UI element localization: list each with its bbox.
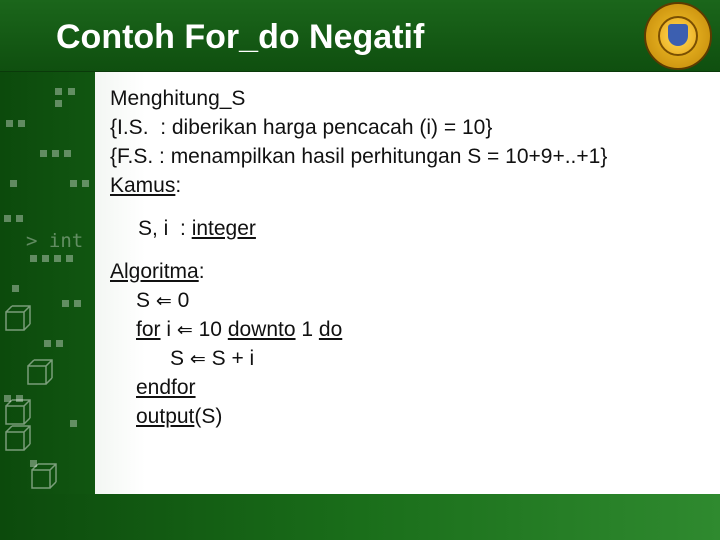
- assign-arrow-icon: ⇐: [189, 348, 206, 370]
- algoritma-colon: :: [198, 260, 205, 283]
- algoritma-label: Algoritma: [110, 260, 199, 283]
- stmt1-right: 0: [171, 289, 190, 312]
- kamus-label: Kamus: [110, 174, 176, 197]
- logo-core: [668, 24, 688, 46]
- do-keyword: do: [318, 318, 343, 341]
- slide-title: Contoh For_do Negatif: [56, 18, 425, 56]
- stmt1-left: S: [136, 289, 156, 312]
- title-bar: [0, 0, 720, 72]
- endfor-keyword: endfor: [136, 376, 196, 399]
- for-keyword: for: [136, 318, 161, 341]
- assign-arrow-icon: ⇐: [155, 290, 172, 312]
- code-fragment-text: > int: [26, 230, 84, 252]
- final-state-line: {F.S. : menampilkan hasil perhitungan S = 10+9+..+1}: [110, 145, 608, 168]
- stmt-init: [110, 286, 710, 315]
- kamus-vars: S, i :: [138, 217, 192, 240]
- bottom-strip: [0, 494, 720, 540]
- initial-state-line: {I.S. : diberikan harga pencacah (i) = 10}: [110, 116, 493, 139]
- kamus-declaration: [110, 214, 710, 243]
- stmt-body: [110, 344, 710, 373]
- for-start: 10: [192, 318, 228, 341]
- for-var: i: [160, 318, 177, 341]
- stmt-endfor: [110, 373, 710, 402]
- body-left: S: [170, 347, 190, 370]
- stmt-output: [110, 402, 710, 431]
- for-end: 1: [295, 318, 319, 341]
- assign-arrow-icon: ⇐: [176, 319, 193, 341]
- output-keyword: output: [136, 405, 195, 428]
- algoritma-header: [110, 257, 710, 286]
- stmt-for: [110, 315, 710, 344]
- university-seal-icon: [640, 2, 718, 70]
- kamus-header: [110, 171, 710, 200]
- body-right: S + i: [205, 347, 255, 370]
- kamus-type: integer: [191, 217, 256, 240]
- algorithm-content: [110, 84, 710, 431]
- output-args: (S): [194, 405, 223, 428]
- kamus-colon: :: [175, 174, 182, 197]
- downto-keyword: downto: [227, 318, 296, 341]
- header-line: Menghitung_S: [110, 87, 246, 110]
